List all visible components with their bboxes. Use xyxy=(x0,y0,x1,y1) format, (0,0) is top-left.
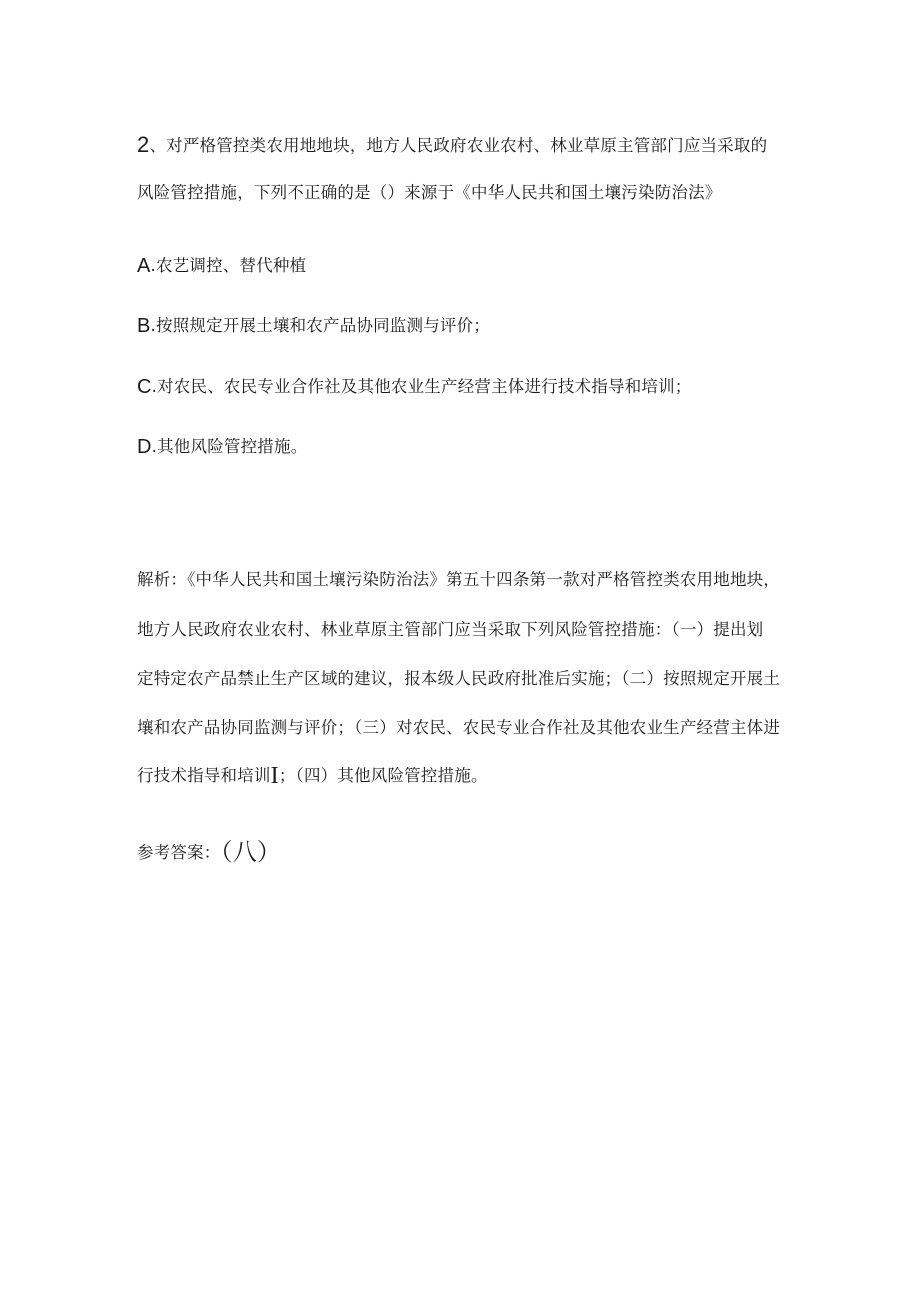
option-b-letter: B xyxy=(137,315,151,337)
option-b xyxy=(137,314,797,338)
analysis-line-3 xyxy=(137,667,797,691)
analysis-line-2 xyxy=(137,618,797,642)
answer-label: 参考答案： xyxy=(137,843,221,862)
analysis-line-5 xyxy=(137,764,797,788)
option-d-text: .其他风险管控措施。 xyxy=(151,437,308,456)
analysis-text-1: 解析：《中华人民共和国土壤污染防治法》第五十四条第一款对严格管控类农用地地块， xyxy=(137,570,781,589)
answer-value: （八） xyxy=(220,838,282,866)
answer-line xyxy=(137,840,797,865)
question-text-2: 风险管控措施，下列不正确的是（）来源于《中华人民共和国土壤污染防治法》 xyxy=(137,183,722,202)
analysis-text-5b: ；（四）其他风险管控措施。 xyxy=(278,766,488,785)
question-number: 2 xyxy=(137,132,150,157)
analysis-text-2: 地方人民政府农业农村、林业草原主管部门应当采取下列风险管控措施：（一）提出划 xyxy=(137,620,764,639)
analysis-line-4 xyxy=(137,716,797,740)
option-a-text: .农艺调控、替代种植 xyxy=(150,256,307,275)
option-b-text: .按照规定开展土壤和农产品协同监测与评价； xyxy=(150,316,490,335)
option-c-letter: C xyxy=(137,376,152,398)
option-c xyxy=(137,375,797,399)
analysis-text-3: 定特定农产品禁止生产区域的建议，报本级人民政府批准后实施；（二）按照规定开展土 xyxy=(137,669,781,688)
option-a-letter: A xyxy=(137,255,151,277)
option-d xyxy=(137,435,797,459)
analysis-line-1 xyxy=(137,568,797,592)
analysis-text-5a: 行技术指导和培训 xyxy=(137,766,271,785)
option-d-letter: D xyxy=(137,436,152,458)
analysis-text-4: 壤和农产品协同监测与评价；（三）对农民、农民专业合作社及其他农业生产经营主体进 xyxy=(137,718,781,737)
question-line-2 xyxy=(137,181,797,205)
option-c-text: .对农民、农民专业合作社及其他农业生产经营主体进行技术指导和培训； xyxy=(151,377,692,396)
option-a xyxy=(137,254,797,278)
analysis-mark: I xyxy=(270,763,279,789)
question-line-1 xyxy=(137,133,797,158)
question-text-1: 、对严格管控类农用地地块，地方人民政府农业农村、林业草原主管部门应当采取的 xyxy=(149,136,768,155)
